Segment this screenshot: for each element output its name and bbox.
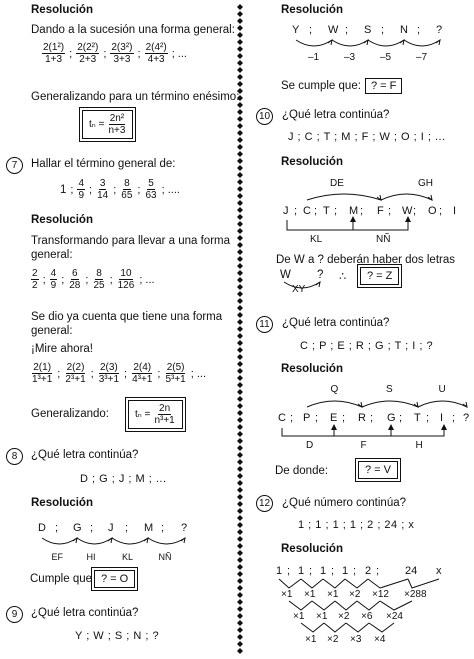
bottom-letters: F bbox=[360, 440, 367, 451]
multiplier: ×2 bbox=[338, 611, 350, 622]
separator: ; bbox=[331, 565, 335, 577]
multiplier: ×1 bbox=[304, 589, 316, 600]
resolucion-heading: Resolución bbox=[281, 4, 343, 16]
arc-arrow bbox=[284, 282, 320, 288]
separator: ; bbox=[125, 522, 129, 534]
v-connector bbox=[312, 601, 335, 610]
difference-label: –1 bbox=[308, 52, 320, 63]
sequence-letter: E bbox=[330, 412, 338, 424]
fraction: $\frac{\text{2(3²)}}{3+3}$ bbox=[111, 42, 133, 65]
sequence-number: 1 bbox=[276, 565, 283, 577]
v-connector bbox=[346, 623, 369, 632]
gap-letters: NÑ bbox=[158, 552, 172, 562]
multiplier: ×24 bbox=[386, 611, 403, 622]
sequence-letter: J bbox=[283, 205, 289, 217]
multiplier: ×1 bbox=[281, 589, 293, 600]
gap-letters: EF bbox=[51, 552, 64, 562]
sequence-letter: D bbox=[38, 522, 46, 534]
resolucion-heading: Resolución bbox=[281, 543, 343, 555]
multiplier: ×2 bbox=[327, 634, 339, 645]
arc-arrow bbox=[307, 401, 362, 407]
sequence-letter: T bbox=[323, 205, 330, 217]
bracket bbox=[334, 428, 391, 436]
se-cumple-label: Se cumple que: bbox=[281, 80, 361, 92]
bottom-letters: D bbox=[306, 440, 314, 451]
separator: ; bbox=[90, 522, 94, 534]
sequence-letter: T bbox=[414, 412, 421, 424]
difference-label: –7 bbox=[416, 52, 428, 63]
sequence-number: 1 bbox=[320, 565, 327, 577]
fraction: $\frac{\text{2(4²)}}{4+3}$ bbox=[145, 42, 167, 65]
sequence-9: Y ; W ; S ; N ; ? bbox=[75, 630, 160, 642]
problem-number-12: 12 bbox=[256, 495, 273, 512]
answer-box-10: ? = Z bbox=[360, 266, 399, 285]
v-connector bbox=[335, 601, 357, 610]
separator: ; bbox=[314, 205, 318, 217]
formula-box-2: tₙ = $\frac{2n}{\text{n³+1}}$ bbox=[128, 400, 183, 429]
arc-arrow bbox=[368, 40, 404, 46]
de-donde-label: De donde: bbox=[275, 465, 329, 477]
general-form-sequence: $\frac{\text{2(1²)}}{1+3}$ ; $\frac{\text{2(2²)}}{2+3}$ ; $\frac{\text{2(3²)}}{3+3}$ ; $\frac{\text{2(4²)}}{4+3}$ ; ... bbox=[43, 42, 187, 65]
resolucion-heading: Resolución bbox=[281, 156, 343, 168]
gap-letters: HI bbox=[86, 552, 96, 562]
transform-text: Transformando para llevar a una forma general: bbox=[31, 235, 231, 261]
sequence-letter: I bbox=[453, 205, 457, 217]
bottom-letters: H bbox=[415, 440, 423, 451]
v-connector bbox=[408, 579, 439, 588]
multiplier: ×1 bbox=[305, 634, 317, 645]
se-dio-text: Se dio ya cuenta que tiene una forma general: bbox=[31, 311, 223, 337]
cumple-label: Cumple que: bbox=[30, 573, 96, 585]
bottom-letters: NÑ bbox=[376, 234, 391, 245]
sequence-letter: Y bbox=[292, 24, 300, 36]
multiplier: ×288 bbox=[404, 589, 427, 600]
generalize-nth-text: Generalizando para un término enésimo: bbox=[31, 91, 240, 103]
bottom-letters: KL bbox=[310, 234, 323, 245]
sequence-letter: ? bbox=[463, 412, 470, 424]
fraction: $\frac{\text{2(2²)}}{2+3}$ bbox=[77, 42, 99, 65]
arc-arrow bbox=[362, 401, 418, 407]
arc-arrow bbox=[307, 194, 381, 200]
separator: ; bbox=[439, 205, 443, 217]
separator: ; bbox=[413, 205, 417, 217]
problem-12-text: ¿Qué número continúa? bbox=[282, 497, 407, 509]
sequence-letter: J bbox=[108, 522, 114, 534]
arc-arrow bbox=[332, 40, 368, 46]
sequence-number: 2 bbox=[365, 565, 372, 577]
arc-arrow bbox=[42, 538, 77, 544]
de-w-text: De W a ? deberán haber dos letras bbox=[276, 254, 455, 266]
cubic-sequence: $\frac{2(1)}{\text{1³+1}}$ ; $\frac{2(2)}{\text{2³+1}}$ ; $\frac{2(3)}{\text{3³+1}}$ ; $\frac{2(4)}{\text{4³+1}}$ ; $\frac{2(5)}{\text{5³+1}}$ ; ... bbox=[32, 362, 207, 385]
sequence-10: J ; C ; T ; M ; F ; W ; O ; I ; ... bbox=[288, 131, 446, 143]
separator: ; bbox=[290, 412, 294, 424]
sequence-letter: G bbox=[387, 412, 396, 424]
arc-arrow bbox=[296, 40, 332, 46]
top-letters: Q bbox=[330, 384, 339, 395]
resolucion-heading: Resolución bbox=[281, 363, 343, 375]
sequence-12: 1 ; 1 ; 1 ; 1 ; 2 ; 24 ; x bbox=[298, 519, 415, 531]
separator: ; bbox=[294, 205, 298, 217]
generalizando-label: Generalizando: bbox=[31, 408, 109, 420]
sequence-letter: ? bbox=[181, 522, 188, 534]
sequence-number: 1 bbox=[342, 565, 349, 577]
problem-number-9: 9 bbox=[6, 606, 23, 623]
sequence-letter: I bbox=[440, 412, 444, 424]
answer-box-9: ? = F bbox=[365, 76, 402, 94]
top-letters: DE bbox=[330, 178, 344, 189]
problem-number-11: 11 bbox=[256, 316, 273, 333]
separator: ; bbox=[353, 565, 357, 577]
sequence-letter: O bbox=[428, 205, 437, 217]
sequence-letter: F bbox=[377, 205, 384, 217]
sequence-11: C ; P ; E ; R ; G ; T ; I ; ? bbox=[300, 340, 434, 352]
answer-box-11: ? = V bbox=[358, 460, 398, 479]
v-connector bbox=[301, 623, 324, 632]
problem-number-7: 7 bbox=[6, 157, 23, 174]
multiplier: ×6 bbox=[361, 611, 373, 622]
separator: ; bbox=[452, 412, 456, 424]
formula-box-1: tₙ = $\frac{\text{2n²}}{n+3}$ bbox=[82, 110, 133, 139]
v-connector bbox=[279, 579, 301, 588]
multiplier: ×1 bbox=[327, 589, 339, 600]
separator: ; bbox=[345, 24, 349, 36]
multiplier: ×1 bbox=[316, 611, 328, 622]
sequence-letter: N bbox=[400, 24, 408, 36]
bracket bbox=[287, 220, 353, 230]
problem-number-10: 10 bbox=[256, 108, 273, 125]
separator: ; bbox=[309, 24, 313, 36]
multiplier: ×2 bbox=[349, 589, 361, 600]
sequence-number: 1 bbox=[298, 565, 305, 577]
sequence-letter: P bbox=[303, 412, 311, 424]
v-connector bbox=[345, 579, 368, 588]
separator: ; bbox=[309, 565, 313, 577]
difference-label: –3 bbox=[344, 52, 356, 63]
arc-arrow bbox=[381, 194, 432, 200]
v-connector bbox=[357, 601, 380, 610]
problem-7-text: Hallar el término general de: bbox=[31, 158, 176, 170]
answer-box-8: ? = O bbox=[94, 569, 135, 588]
v-connector bbox=[368, 579, 408, 588]
problem-number-8: 8 bbox=[6, 448, 23, 465]
separator: ; bbox=[334, 205, 338, 217]
arrow-head bbox=[441, 424, 447, 430]
gap-letters: KL bbox=[122, 552, 134, 562]
sequence-letter: G bbox=[73, 522, 82, 534]
arc-arrow bbox=[418, 401, 467, 407]
question-letter: ? bbox=[317, 269, 324, 281]
fraction: $\frac{\text{2(1²)}}{1+3}$ bbox=[43, 42, 65, 65]
separator: ; bbox=[315, 412, 319, 424]
arc-arrow bbox=[148, 538, 185, 544]
sequence-letter: W bbox=[328, 24, 339, 36]
problem-9-text: ¿Qué letra continúa? bbox=[31, 607, 139, 619]
arc-arrow bbox=[77, 538, 112, 544]
separator: ; bbox=[381, 24, 385, 36]
separator: ; bbox=[161, 522, 165, 534]
arc-arrow bbox=[404, 40, 440, 46]
sequence-7: 1 ; $\frac{4}{9}$ ; $\frac{3}{14}$ ; $\frac{8}{65}$ ; $\frac{5}{63}$ ; .... bbox=[60, 178, 180, 201]
bracket bbox=[353, 220, 408, 230]
multiplier: ×4 bbox=[374, 634, 386, 645]
sequence-letter: M bbox=[144, 522, 154, 534]
sequence-8: D ; G ; J ; M ; ... bbox=[80, 473, 167, 485]
top-letters: U bbox=[438, 384, 446, 395]
bracket bbox=[282, 428, 334, 436]
arc-arrow bbox=[112, 538, 148, 544]
v-connector bbox=[369, 623, 394, 632]
therefore-symbol: ∴ bbox=[339, 271, 347, 283]
resolucion-heading: Resolución bbox=[31, 214, 93, 226]
separator: ; bbox=[426, 412, 430, 424]
separator: ; bbox=[376, 565, 380, 577]
sequence-letter: C bbox=[278, 412, 286, 424]
v-connector bbox=[324, 623, 346, 632]
resolucion-heading: Resolución bbox=[31, 4, 93, 16]
problem-10-text: ¿Qué letra continúa? bbox=[282, 109, 390, 121]
xy-letters: XY bbox=[292, 284, 306, 295]
intro-text: Dando a la sucesión una forma general: bbox=[31, 24, 235, 36]
difference-label: –5 bbox=[380, 52, 392, 63]
separator: ; bbox=[417, 24, 421, 36]
sequence-letter: S bbox=[364, 24, 372, 36]
multiplier: ×1 bbox=[293, 611, 305, 622]
top-letters: S bbox=[386, 384, 393, 395]
separator: ; bbox=[287, 565, 291, 577]
multiplier: ×12 bbox=[372, 589, 389, 600]
separator: ; bbox=[370, 412, 374, 424]
transformed-sequence: $\frac{2}{2}$ ; $\frac{4}{9}$ ; $\frac{6}{28}$ ; $\frac{8}{25}$ ; $\frac{10}{126}$ ; ... bbox=[32, 268, 155, 291]
separator: ; bbox=[342, 412, 346, 424]
multiplier: ×3 bbox=[350, 634, 362, 645]
mire-text: ¡Mire ahora! bbox=[31, 343, 93, 355]
problem-11-text: ¿Qué letra continúa? bbox=[282, 317, 390, 329]
sequence-letter: M bbox=[349, 205, 359, 217]
sequence-letter: C bbox=[303, 205, 311, 217]
v-connector bbox=[323, 579, 345, 588]
sequence-number: 24 bbox=[405, 565, 418, 577]
top-letters: GH bbox=[418, 178, 433, 189]
sequence-letter: W bbox=[402, 205, 413, 217]
sequence-letter: ? bbox=[436, 24, 443, 36]
w-letter: W bbox=[280, 269, 291, 281]
bracket bbox=[391, 428, 444, 436]
separator: ; bbox=[388, 205, 392, 217]
separator: ; bbox=[360, 205, 364, 217]
separator: ; bbox=[399, 412, 403, 424]
v-connector bbox=[380, 601, 412, 610]
v-connector bbox=[301, 579, 323, 588]
sequence-number: x bbox=[436, 565, 442, 577]
resolucion-heading: Resolución bbox=[31, 497, 93, 509]
v-connector bbox=[289, 601, 312, 610]
sequence-letter: R bbox=[358, 412, 366, 424]
problem-8-text: ¿Qué letra continúa? bbox=[31, 449, 139, 461]
separator: ; bbox=[55, 522, 59, 534]
